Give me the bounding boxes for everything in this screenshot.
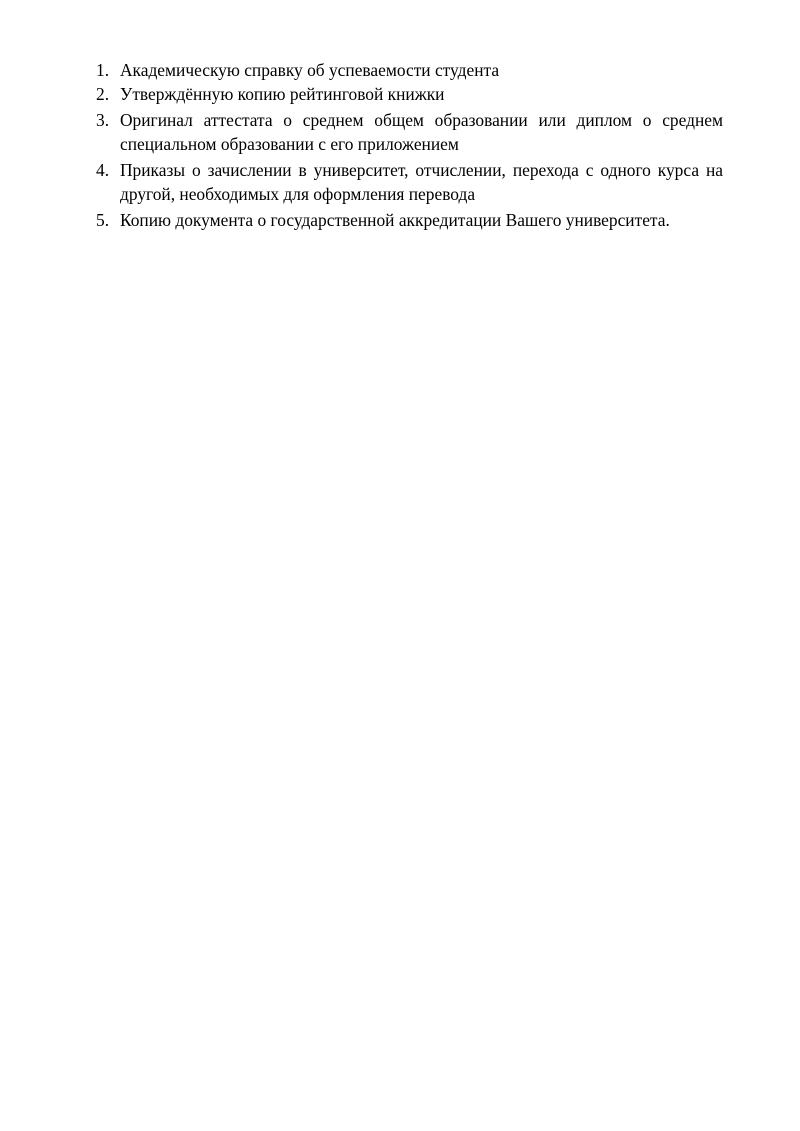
list-item-number: 1.: [96, 60, 110, 80]
list-item-number: 3.: [96, 110, 110, 130]
required-documents-list: [94, 58, 723, 232]
list-item-text: Копию документа о государственной аккредитации Вашего университета.: [120, 210, 670, 230]
list-item: [94, 108, 723, 156]
list-item-text: Приказы о зачислении в университет, отчислении, перехода с одного курса на другой, необходимых для оформления перевода: [120, 160, 723, 204]
list-item: [94, 158, 723, 206]
list-item-number: 2.: [96, 84, 110, 104]
list-item-text: Оригинал аттестата о среднем общем образовании или диплом о среднем специальном образовании с его приложением: [120, 110, 723, 154]
list-item-number: 4.: [96, 160, 110, 180]
list-item-number: 5.: [96, 210, 110, 230]
list-item-text: Академическую справку об успеваемости студента: [120, 60, 500, 80]
list-item: [94, 82, 723, 106]
list-item-text: Утверждённую копию рейтинговой книжки: [120, 84, 445, 104]
list-item: [94, 208, 723, 232]
list-item: [94, 58, 723, 82]
